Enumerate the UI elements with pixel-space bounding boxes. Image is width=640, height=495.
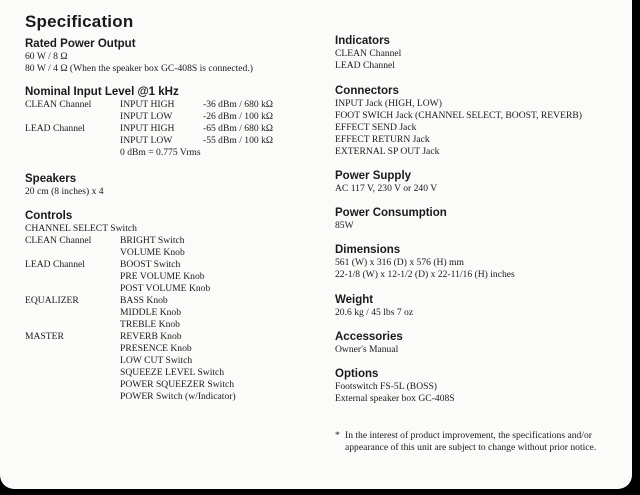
dimensions-section — [335, 244, 515, 281]
control-row — [25, 355, 236, 367]
power-consumption-line: 85W — [335, 220, 354, 231]
control-item: MIDDLE Knob — [120, 307, 182, 318]
input-value: -26 dBm / 100 kΩ — [203, 111, 274, 122]
dbm-reference-note: 0 dBm = 0.775 Vrms — [120, 147, 201, 158]
connector-line: FOOT SWICH Jack (CHANNEL SELECT, BOOST, REVERB) — [335, 110, 582, 121]
power-supply-heading: Power Supply — [335, 170, 412, 182]
power-consumption-heading: Power Consumption — [335, 207, 447, 219]
control-item: BOOST Switch — [120, 259, 181, 270]
control-item: TREBLE Knob — [120, 319, 180, 330]
weight-heading: Weight — [335, 294, 374, 306]
control-group — [25, 319, 120, 331]
control-row — [25, 367, 236, 379]
accessories-section — [335, 331, 403, 356]
page-title: Specification — [25, 12, 134, 31]
control-row — [25, 259, 236, 271]
connector-line: EXTERNAL SP OUT Jack — [335, 146, 440, 157]
options-section — [335, 368, 455, 405]
connectors-section — [335, 85, 582, 158]
rated-power-line: 60 W / 8 Ω — [25, 51, 68, 62]
control-group — [25, 247, 120, 259]
control-item: REVERB Knob — [120, 331, 182, 342]
control-group: CLEAN Channel — [25, 235, 92, 246]
control-group — [25, 307, 120, 319]
power-consumption-section — [335, 207, 447, 232]
footnote-mark: * — [335, 430, 340, 441]
control-item: BRIGHT Switch — [120, 235, 185, 246]
rated-power-line: 80 W / 4 Ω (When the speaker box GC-408S is connected.) — [25, 63, 253, 74]
dimensions-line: 561 (W) x 316 (D) x 576 (H) mm — [335, 257, 464, 268]
input-label: INPUT HIGH — [120, 99, 175, 110]
control-group — [25, 391, 120, 403]
channel-label: LEAD Channel — [25, 123, 85, 134]
control-row — [25, 247, 236, 259]
input-level-row — [25, 111, 273, 123]
control-item: BASS Knob — [120, 295, 168, 306]
control-item: SQUEEZE LEVEL Switch — [120, 367, 225, 378]
control-row — [25, 331, 236, 343]
controls-first-line: CHANNEL SELECT Switch — [25, 223, 137, 234]
input-value: -36 dBm / 680 kΩ — [203, 99, 274, 110]
control-group — [25, 367, 120, 379]
input-label: INPUT LOW — [120, 111, 173, 122]
control-item: PRESENCE Knob — [120, 343, 192, 354]
options-line: Footswitch FS-5L (BOSS) — [335, 381, 437, 392]
power-supply-section — [335, 170, 437, 195]
speakers-section — [25, 173, 104, 198]
control-group — [25, 355, 120, 367]
connector-line: EFFECT RETURN Jack — [335, 134, 430, 145]
connectors-heading: Connectors — [335, 85, 399, 97]
control-item: POST VOLUME Knob — [120, 283, 211, 294]
controls-heading: Controls — [25, 210, 73, 222]
options-heading: Options — [335, 368, 379, 380]
rated-power-section — [25, 38, 253, 75]
input-label: INPUT HIGH — [120, 123, 175, 134]
control-item: POWER SQUEEZER Switch — [120, 379, 235, 390]
control-row — [25, 271, 236, 283]
power-supply-line: AC 117 V, 230 V or 240 V — [335, 183, 438, 194]
control-item: VOLUME Knob — [120, 247, 185, 258]
footnote-text: In the interest of product improvement, the specifications and/or appearance of this unit are subject to change without prior notice. — [345, 430, 597, 453]
control-group: LEAD Channel — [25, 259, 85, 270]
speakers-heading: Speakers — [25, 173, 77, 185]
options-line: External speaker box GC-408S — [335, 393, 455, 404]
input-label: INPUT LOW — [120, 135, 173, 146]
rated-power-heading: Rated Power Output — [25, 38, 136, 50]
dimensions-heading: Dimensions — [335, 244, 401, 256]
channel-label: CLEAN Channel — [25, 99, 92, 110]
control-row — [25, 343, 236, 355]
control-item: PRE VOLUME Knob — [120, 271, 205, 282]
control-row — [25, 235, 236, 247]
control-item: LOW CUT Switch — [120, 355, 193, 366]
control-row — [25, 319, 236, 331]
control-row — [25, 379, 236, 391]
channel-label — [25, 111, 120, 123]
control-group — [25, 343, 120, 355]
weight-section — [335, 294, 413, 319]
control-row — [25, 295, 236, 307]
control-item: POWER Switch (w/Indicator) — [120, 391, 236, 402]
input-level-heading: Nominal Input Level @1 kHz — [25, 86, 179, 98]
accessories-heading: Accessories — [335, 331, 403, 343]
indicator-line: CLEAN Channel — [335, 48, 402, 59]
input-level-section — [25, 86, 273, 159]
indicators-heading: Indicators — [335, 35, 390, 47]
dimensions-line: 22-1/8 (W) x 12-1/2 (D) x 22-11/16 (H) inches — [335, 269, 515, 280]
control-group — [25, 379, 120, 391]
input-level-row — [25, 135, 273, 147]
control-group: MASTER — [25, 331, 64, 342]
speakers-line: 20 cm (8 inches) x 4 — [25, 186, 104, 197]
control-group — [25, 283, 120, 295]
connector-line: EFFECT SEND Jack — [335, 122, 417, 133]
footnote — [335, 430, 615, 454]
control-row — [25, 283, 236, 295]
control-group: EQUALIZER — [25, 295, 79, 306]
weight-line: 20.6 kg / 45 lbs 7 oz — [335, 307, 414, 318]
controls-section — [25, 210, 236, 403]
input-value: -65 dBm / 680 kΩ — [203, 123, 274, 134]
accessories-line: Owner's Manual — [335, 344, 399, 355]
input-level-row — [25, 99, 273, 111]
connector-line: INPUT Jack (HIGH, LOW) — [335, 98, 442, 109]
control-row — [25, 391, 236, 403]
input-value: -55 dBm / 100 kΩ — [203, 135, 274, 146]
indicator-line: LEAD Channel — [335, 60, 395, 71]
control-row — [25, 307, 236, 319]
input-level-row — [25, 123, 273, 135]
indicators-section — [335, 35, 401, 72]
control-group — [25, 271, 120, 283]
channel-label — [25, 135, 120, 147]
